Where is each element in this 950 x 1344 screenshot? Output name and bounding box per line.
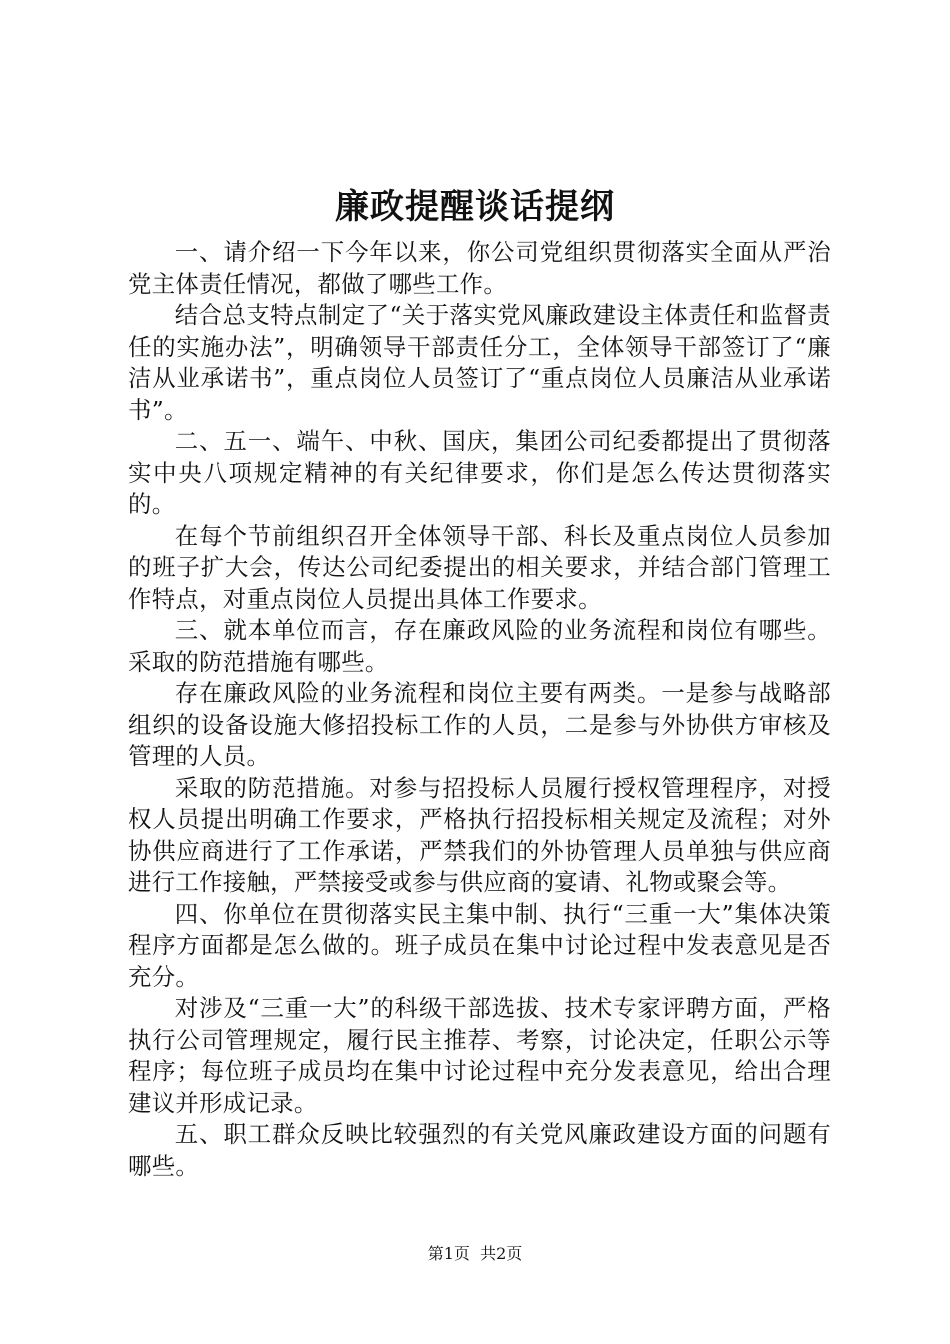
document-body xyxy=(128,237,831,1182)
paragraph-answer-3a: 存在廉政风险的业务流程和岗位主要有两类。一是参与战略部组织的设备设施大修招投标工作的人员，二是参与外协供方审核及管理的人员。 xyxy=(128,679,831,770)
document-title: 廉政提醒谈话提纲 xyxy=(335,187,615,227)
paragraph-answer-1: 结合总支特点制定了“关于落实党风廉政建设主体责任和监督责任的实施办法”，明确领导干部责任分工，全体领导干部签订了“廉洁从业承诺书”，重点岗位人员签订了“重点岗位人员廉洁从业承诺书”。 xyxy=(128,301,831,424)
page-number: 第1页 xyxy=(427,1244,470,1263)
paragraph-question-1: 一、请介绍一下今年以来，你公司党组织贯彻落实全面从严治党主体责任情况，都做了哪些工作。 xyxy=(128,238,831,298)
paragraph-answer-3b: 采取的防范措施。对参与招投标人员履行授权管理程序，对授权人员提出明确工作要求，严格执行招投标相关规定及流程；对外协供应商进行了工作承诺，严禁我们的外协管理人员单独与供应商进行工作接触，严禁接受或参与供应商的宴请、礼物或聚会等。 xyxy=(128,773,831,896)
paragraph-answer-2: 在每个节前组织召开全体领导干部、科长及重点岗位人员参加的班子扩大会，传达公司纪委提出的相关要求，并结合部门管理工作特点，对重点岗位人员提出具体工作要求。 xyxy=(128,521,831,613)
page-footer xyxy=(0,1243,950,1265)
paragraph-question-2: 二、五一、端午、中秋、国庆，集团公司纪委都提出了贯彻落实中央八项规定精神的有关纪律要求，你们是怎么传达贯彻落实的。 xyxy=(128,427,831,518)
paragraph-question-3: 三、就本单位而言，存在廉政风险的业务流程和岗位有哪些。采取的防范措施有哪些。 xyxy=(128,616,831,676)
paragraph-question-4: 四、你单位在贯彻落实民主集中制、执行“三重一大”集体决策程序方面都是怎么做的。班子成员在集中讨论过程中发表意见是否充分。 xyxy=(128,899,831,991)
paragraph-question-5: 五、职工群众反映比较强烈的有关党风廉政建设方面的问题有哪些。 xyxy=(128,1120,831,1180)
paragraph-answer-4: 对涉及“三重一大”的科级干部选拔、技术专家评聘方面，严格执行公司管理规定，履行民主推荐、考察，讨论决定，任职公示等程序；每位班子成员均在集中讨论过程中充分发表意见，给出合理建议并形成记录。 xyxy=(128,994,831,1117)
page-total: 共2页 xyxy=(480,1244,523,1263)
